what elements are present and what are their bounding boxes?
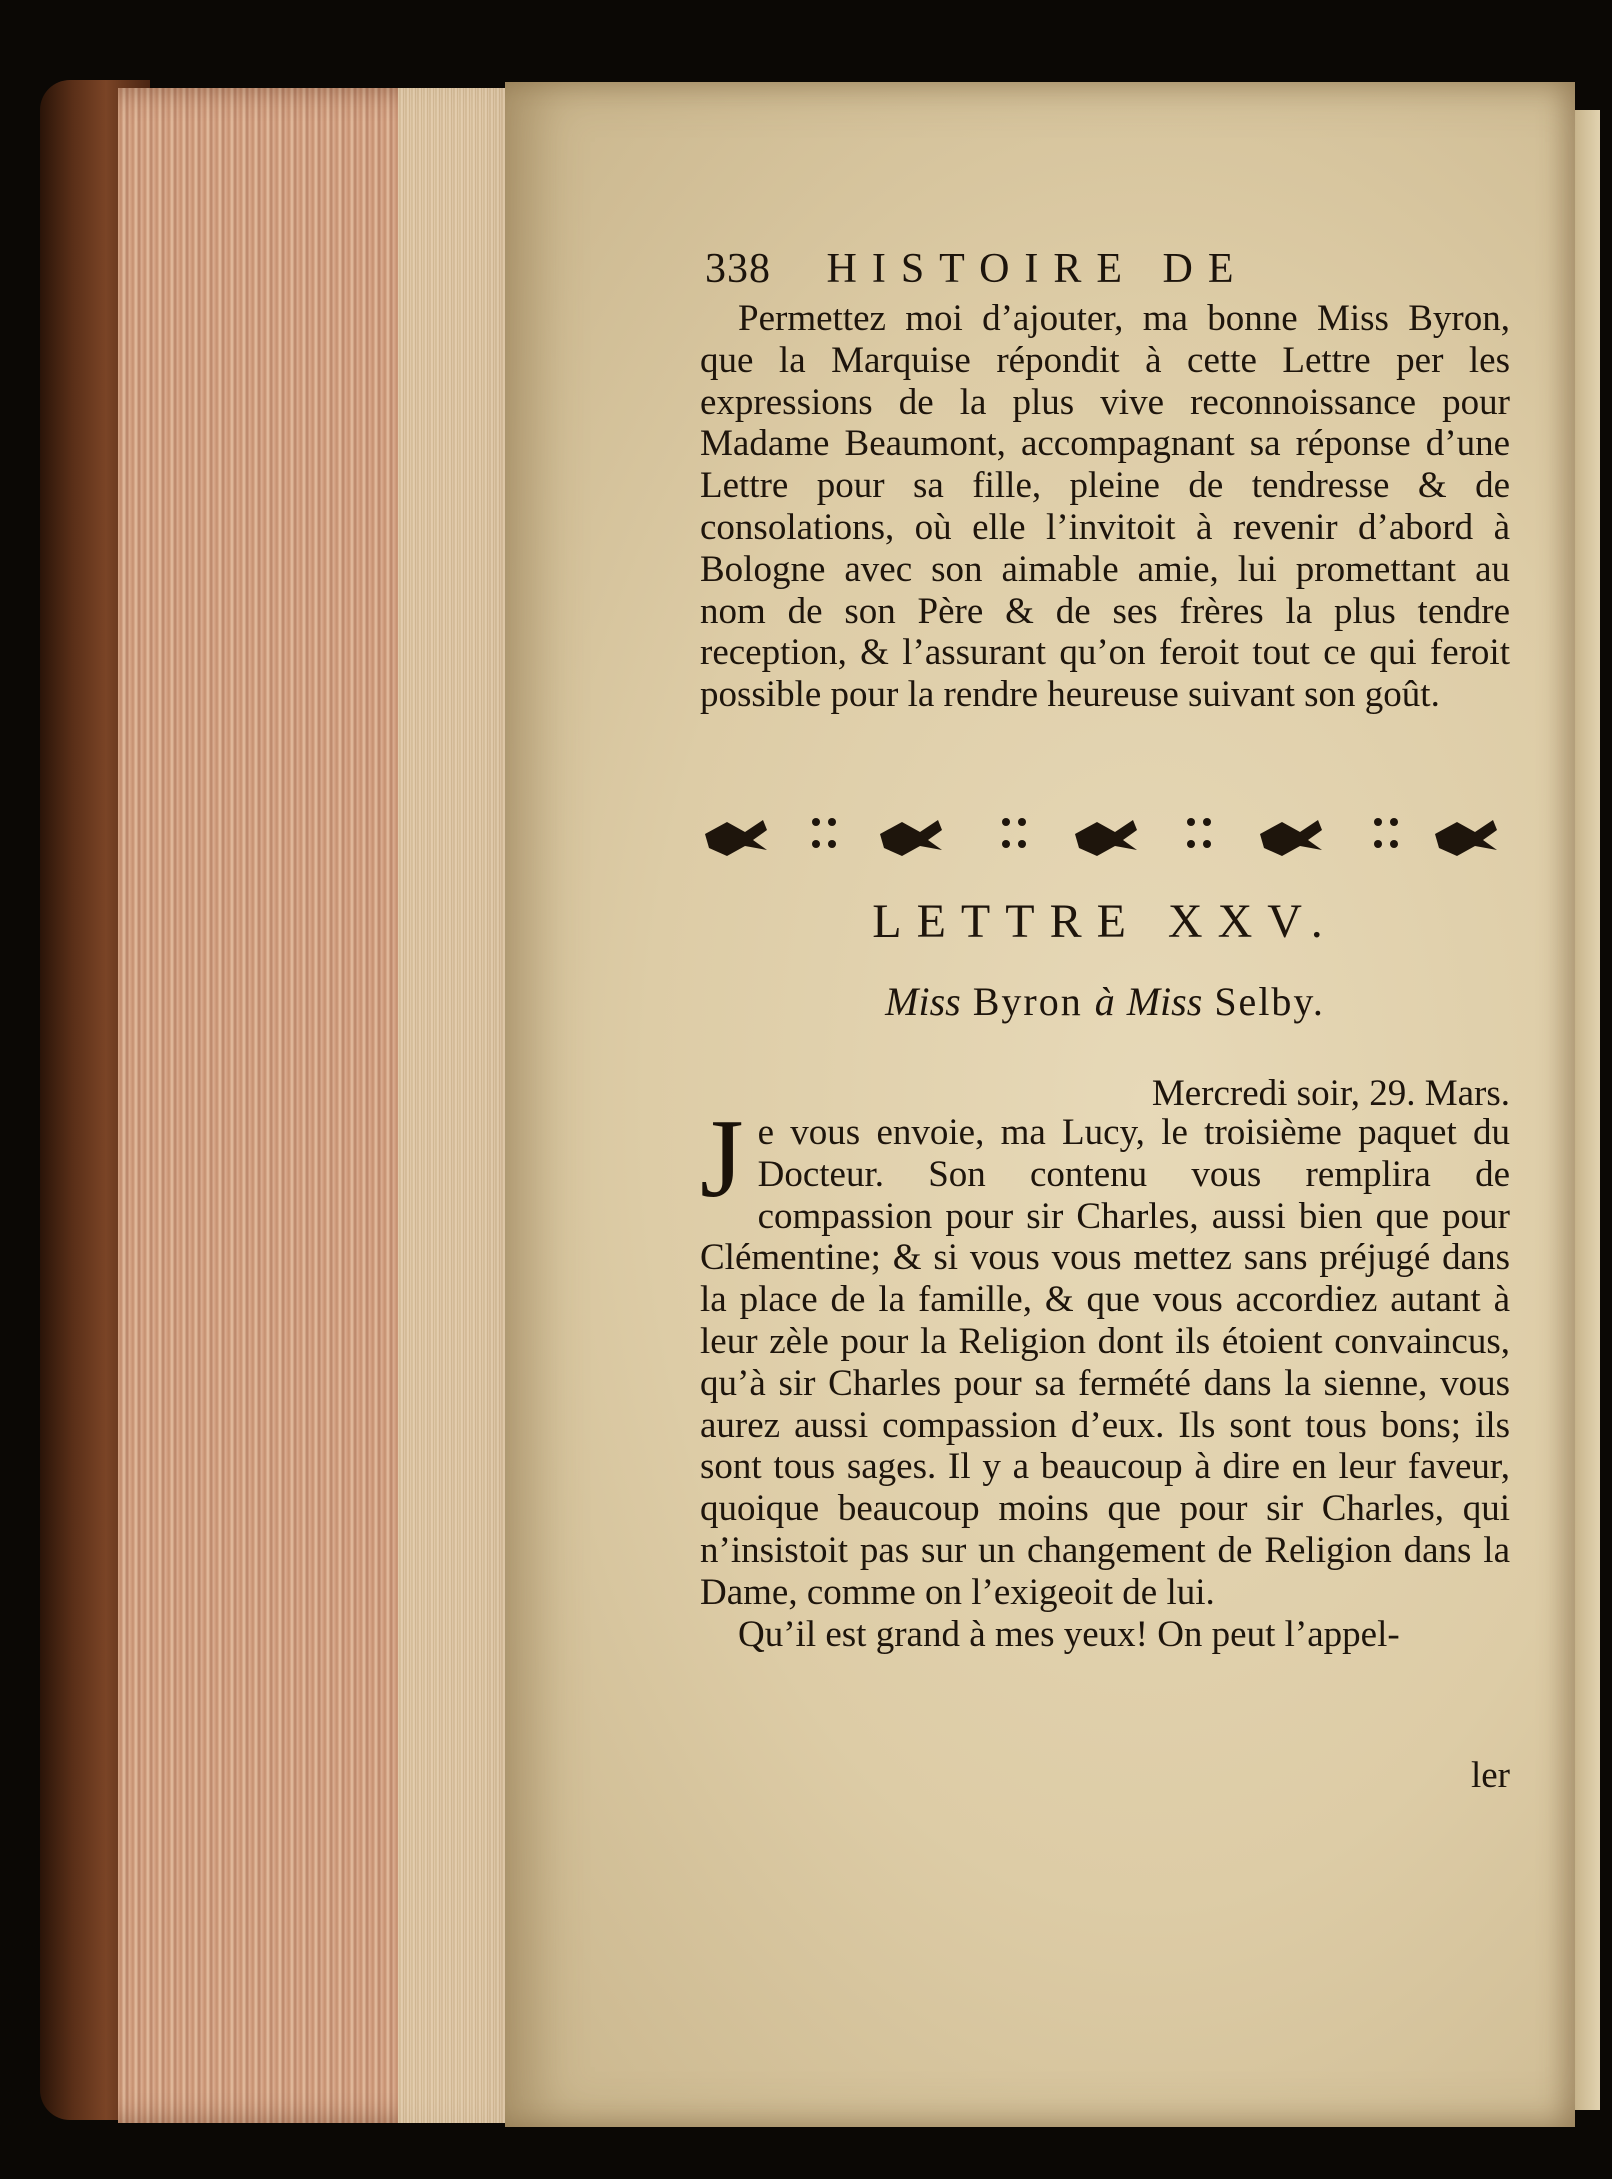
paragraph bbox=[700, 1097, 1510, 1614]
address-preposition: à bbox=[1094, 979, 1115, 1024]
drop-cap: J bbox=[700, 1097, 744, 1221]
ornament-stars-icon bbox=[812, 818, 836, 848]
ornament-stars-icon bbox=[1187, 818, 1211, 848]
ornament-bird-icon bbox=[1260, 820, 1322, 856]
ornament-bird-icon bbox=[705, 820, 767, 856]
running-head bbox=[705, 245, 1365, 293]
address-to-name: Selby. bbox=[1214, 979, 1325, 1024]
paragraph: Permettez moi d’ajouter, ma bonne Miss Byron, que la Marquise répondit à cette Lettre per les expressions de la plus vive reconnoissance pour Madame Beaumont, accompagnant sa réponse d’une Lettre pour sa fille, pleine de tendresse & de consolations, où elle l’invitoit à revenir d’abord à Bologne avec son aimable amie, lui promettant au nom de son Père & de ses frères la plus tendre reception, & l’assurant qu’on feroit tout ce qui feroit possible pour la rendre heureuse suivant son goût. bbox=[700, 298, 1510, 716]
paragraph-text: e vous envoie, ma Lucy, le troisième paquet du Docteur. Son contenu vous remplira de compassion pour sir Charles, aussi bien que pour Clémentine; & si vous vous mettez sans préjugé dans la place de la famille, & que vous accordiez autant à leur zèle pour la Religion dont ils étoient convaincus, qu’à sir Charles pour sa fermété dans la sienne, vous aurez aussi compassion d’eux. Ils sont tous bons; ils sont tous sages. Il y a beaucoup à dire en leur faveur, quoique beaucoup moins que pour sir Charles, qui n’insistoit pas sur un changement de Religion dans la Dame, comme on l’exigeoit de lui. bbox=[700, 1112, 1510, 1613]
ornament-bird-icon bbox=[880, 820, 942, 856]
ornament-stars-icon bbox=[1374, 818, 1398, 848]
address-to-title: Miss bbox=[1126, 979, 1203, 1024]
ornament-stars-icon bbox=[1002, 818, 1026, 848]
letter-dateline: Mercredi soir, 29. Mars. bbox=[1151, 1073, 1510, 1114]
ornament-divider bbox=[700, 808, 1510, 860]
address-from-title: Miss bbox=[885, 979, 961, 1024]
text-block-1 bbox=[700, 298, 1510, 716]
ornament-bird-icon bbox=[1075, 820, 1137, 856]
running-title: HISTOIRE DE bbox=[826, 246, 1249, 292]
address-from-name: Byron bbox=[972, 979, 1083, 1024]
page-number: 338 bbox=[705, 246, 771, 292]
text-block-2 bbox=[700, 1097, 1510, 1655]
letter-address bbox=[700, 978, 1510, 1025]
letter-heading: LETTRE XXV. bbox=[872, 895, 1338, 948]
catchword: ler bbox=[1470, 1755, 1510, 1796]
paragraph: Qu’il est grand à mes yeux! On peut l’appel- bbox=[738, 1613, 1400, 1655]
ornament-bird-icon bbox=[1435, 820, 1497, 856]
page-block-edges bbox=[118, 88, 518, 2123]
